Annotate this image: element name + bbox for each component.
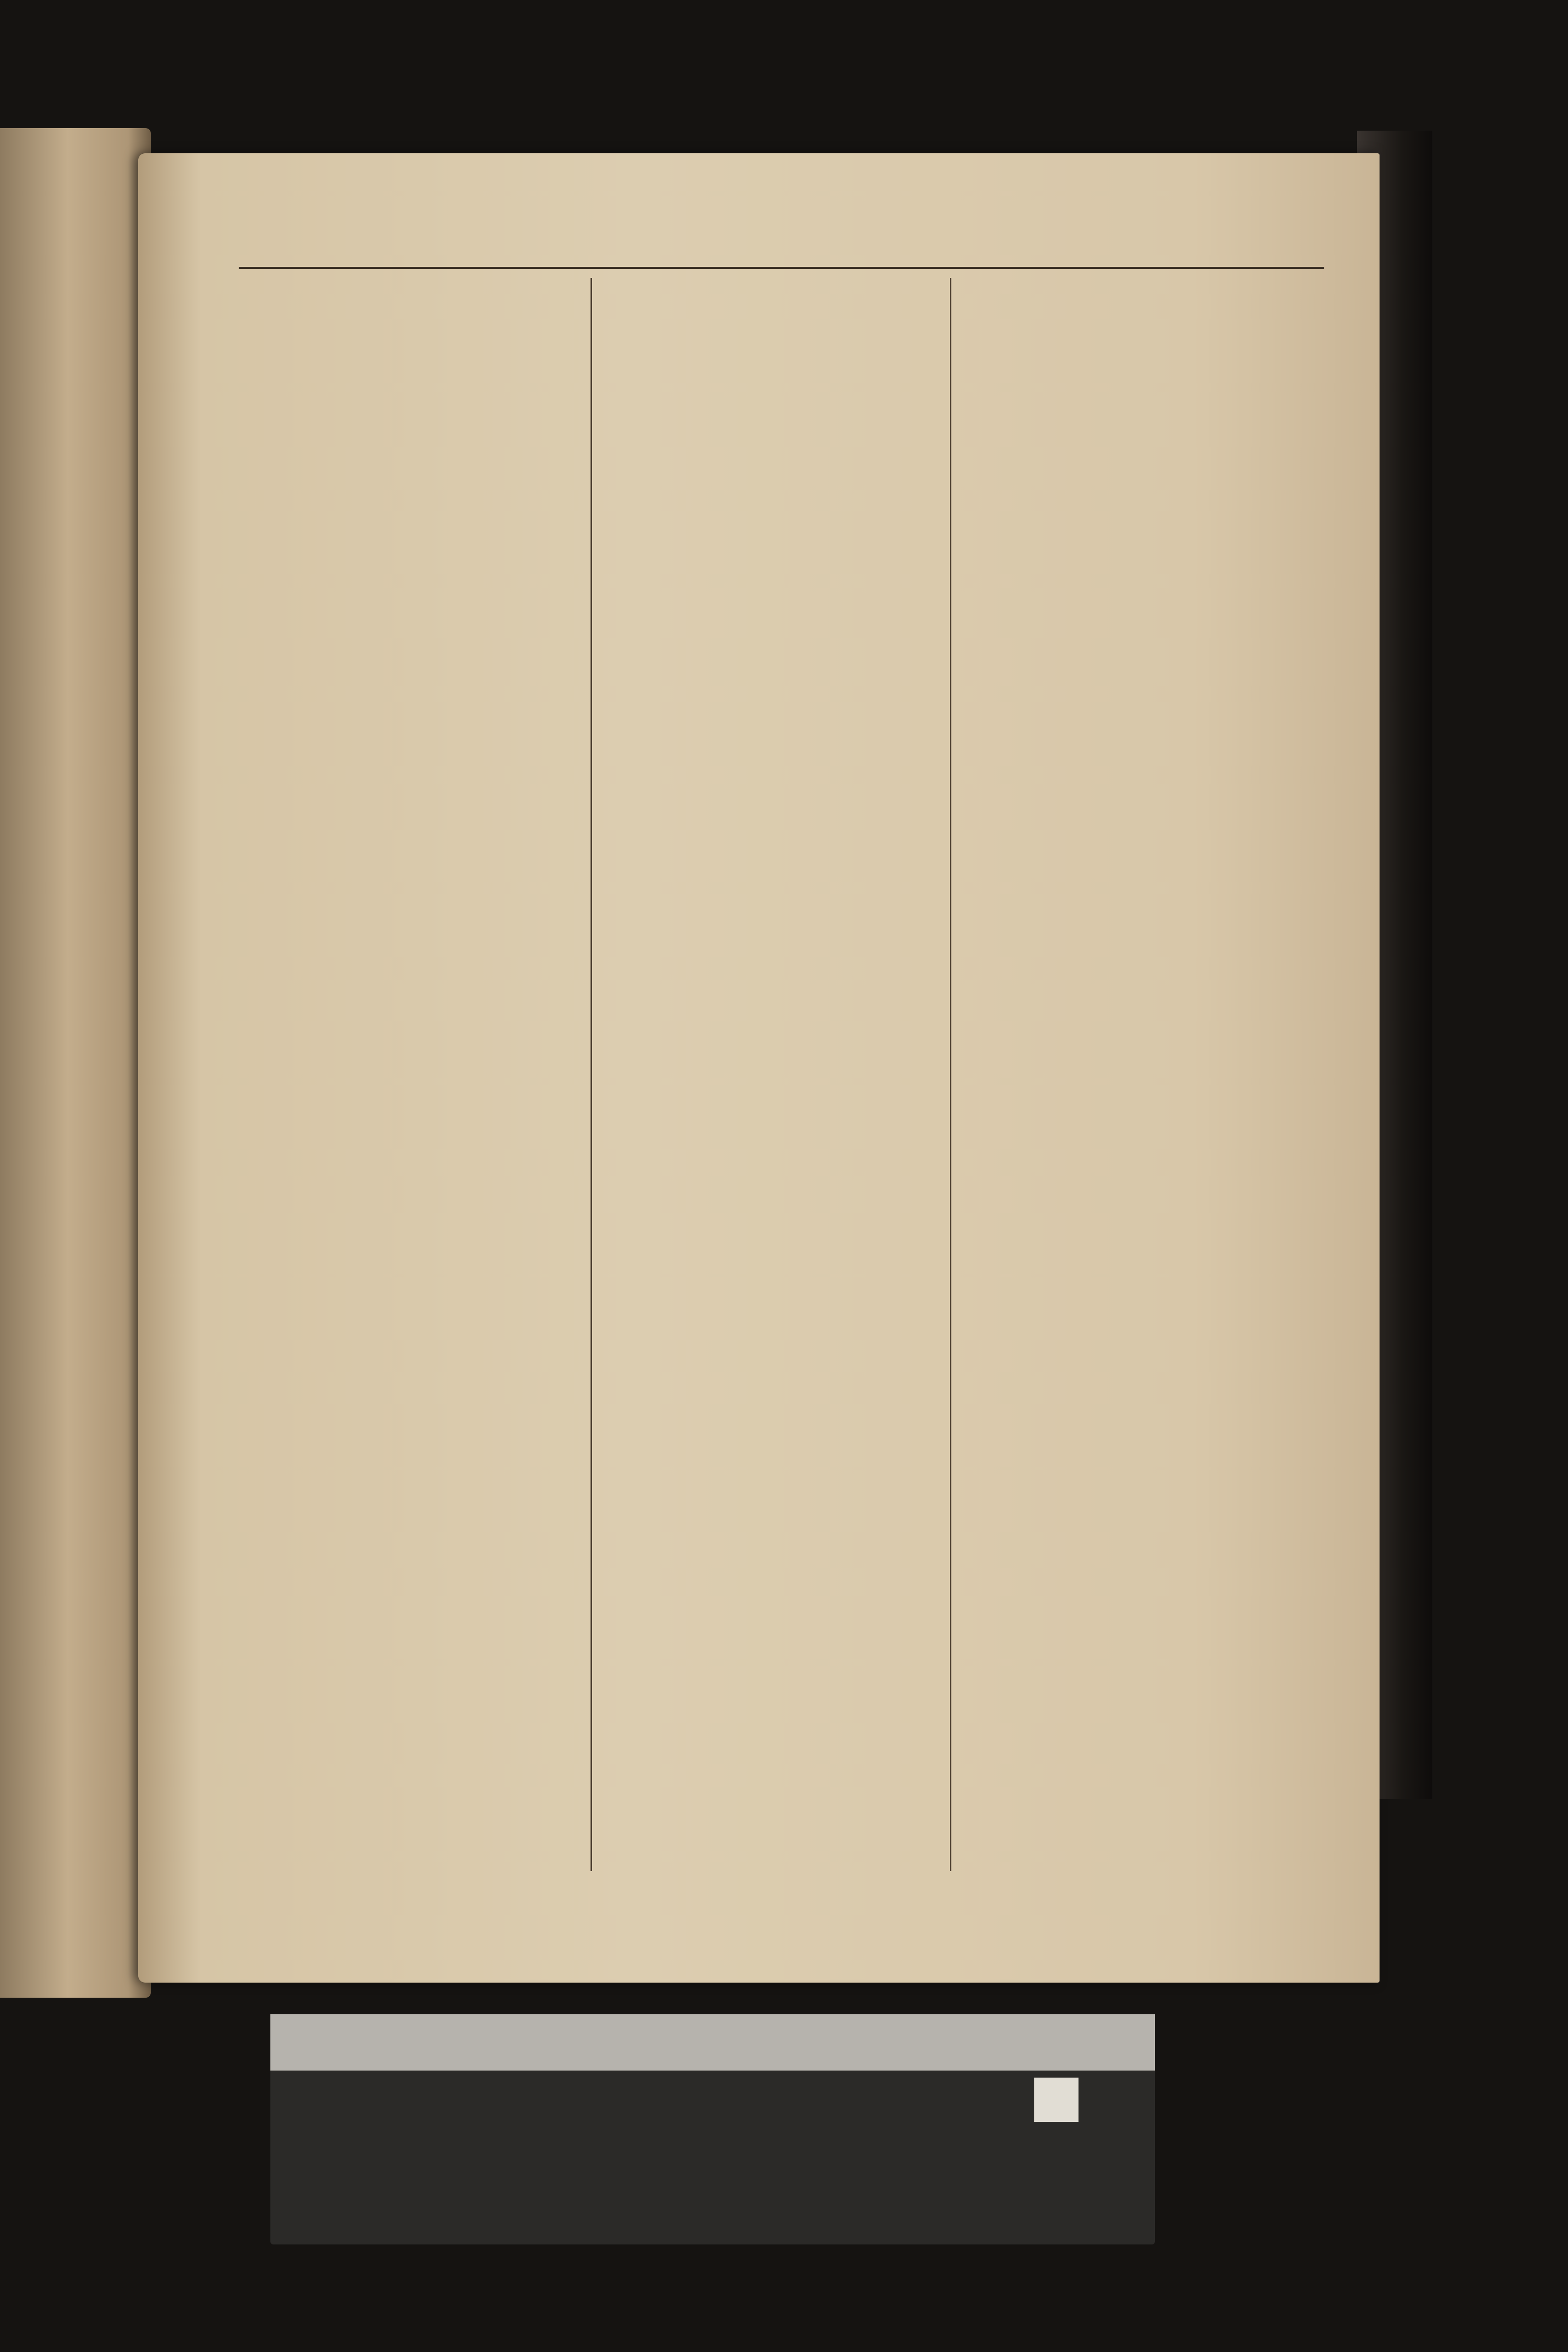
colour-chart [270,2014,1155,2244]
text-column-1 [241,278,573,1876]
header-rule [239,267,1324,269]
column-divider [950,278,951,1871]
column-divider [591,278,592,1871]
danes-picta-logo [1034,2078,1079,2122]
text-column-2 [603,278,935,1876]
measuring-ruler [270,2014,1155,2071]
book-page [138,153,1380,1983]
text-column-3 [962,278,1294,1876]
left-page-edge [0,128,151,1998]
